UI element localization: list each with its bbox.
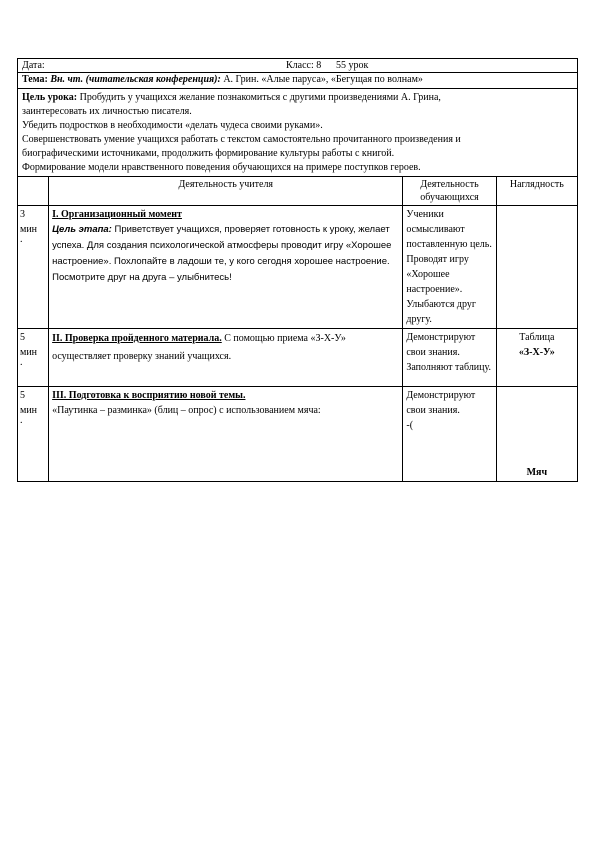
- topic-row: [17, 72, 578, 88]
- time-cell: 5 мин .: [18, 329, 49, 387]
- goal-line-3: Убедить подростков в необходимости «делать чудеса своими руками».: [22, 120, 323, 131]
- date-label: Дата:: [22, 60, 45, 71]
- date-row: [17, 58, 578, 72]
- students-activity-cell: Демонстрируют свои знания. -(: [403, 387, 496, 482]
- table-row: [18, 387, 578, 482]
- time-cell: 5 мин .: [18, 387, 49, 482]
- visual-cell: [496, 206, 577, 329]
- goal-line-1: Пробудить у учащихся желание познакомиться с другими произведениями А. Грина,: [79, 92, 441, 103]
- stage-text: С помощью приема «З-Х-У» осуществляет проверку знаний учащихся.: [52, 333, 346, 362]
- lesson-plan: [17, 58, 578, 482]
- teacher-activity-cell: [49, 329, 403, 387]
- goal-block: [17, 88, 578, 176]
- stage-text: «Паутинка – разминка» (блиц – опрос) с использованием мяча:: [52, 405, 321, 416]
- visual-cell: Таблица «З-Х-У»: [496, 329, 577, 387]
- col-visual-header: Наглядность: [496, 177, 577, 206]
- goal-label: Цель урока:: [22, 92, 78, 103]
- students-activity-cell: Демонстрируют свои знания. Заполняют таблицу.: [403, 329, 496, 387]
- topic-label: Тема:: [22, 74, 48, 85]
- goal-line-5: биографическими источниками, продолжить формирование культуры работы с книгой.: [22, 148, 395, 159]
- col-students-header: Деятельность обучающихся: [403, 177, 496, 206]
- activity-table: [17, 176, 578, 482]
- lesson-number: 55 урок: [336, 60, 369, 71]
- students-activity-cell: Ученики осмысливают поставленную цель. Проводят игру «Хорошее настроение». Улыбаются друг другу.: [403, 206, 496, 329]
- col-teacher-header: Деятельность учителя: [49, 177, 403, 206]
- visual-cell: Мяч: [496, 387, 577, 482]
- topic-text: А. Грин. «Алые паруса», «Бегущая по волнам»: [223, 74, 423, 85]
- stage-goal-text: Приветствует учащихся, проверяет готовность к уроку, желает успеха. Для создания психологической атмосферы проводит игру «Хорошее настроение». Похлопайте в ладоши те, у кого сегодня хорошее настроение. Посмотрите друг на друга – улыбнитесь!: [52, 224, 392, 283]
- goal-line-4: Совершенствовать умение учащихся работать с текстом самостоятельно прочитанного произведения и: [22, 134, 461, 145]
- teacher-activity-cell: [49, 206, 403, 329]
- table-row: [18, 329, 578, 387]
- table-header-row: [18, 177, 578, 206]
- goal-line-6: Формирование модели нравственного поведения обучающихся на примере поступков героев.: [22, 162, 421, 173]
- stage-goal-label: Цель этапа:: [52, 224, 112, 235]
- teacher-activity-cell: [49, 387, 403, 482]
- class-label: Класс: 8: [286, 60, 322, 71]
- goal-line-2: заинтересовать их личностью писателя.: [22, 106, 192, 117]
- table-row: [18, 206, 578, 329]
- time-cell: 3 мин .: [18, 206, 49, 329]
- stage-title: III. Подготовка к восприятию новой темы.: [52, 390, 246, 401]
- topic-subject: Вн. чт. (читательская конференция):: [50, 74, 221, 85]
- stage-title: II. Проверка пройденного материала.: [52, 333, 222, 344]
- stage-title: I. Организационный момент: [52, 209, 182, 220]
